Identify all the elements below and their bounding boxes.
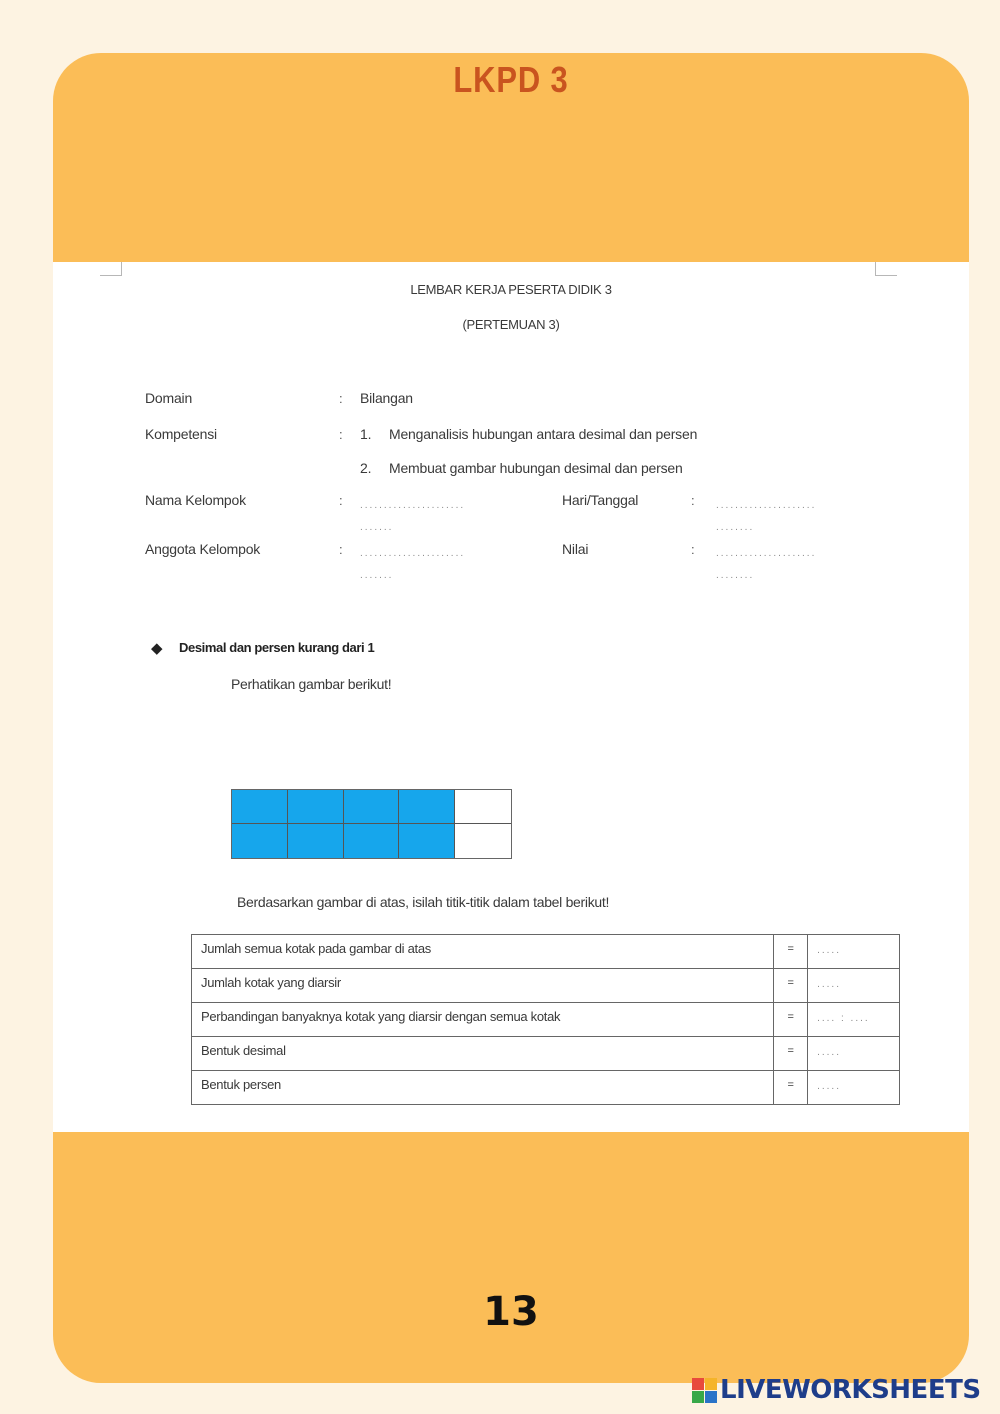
kompetensi-colon: : [339, 427, 343, 442]
document-subheading: (PERTEMUAN 3) [462, 317, 560, 332]
anggota-kelompok-blank[interactable]: ...................... [360, 548, 466, 559]
answer-blank[interactable]: ..... [808, 969, 900, 1003]
equals-cell: = [774, 969, 808, 1003]
shaded-box-grid [231, 789, 512, 859]
anggota-kelompok-blank-cont: ....... [360, 570, 394, 581]
intro-text: Perhatikan gambar berikut! [231, 676, 392, 692]
nama-kelompok-blank[interactable]: ...................... [360, 500, 466, 511]
grid-cell [399, 790, 455, 824]
nama-kelompok-label: Nama Kelompok [145, 492, 246, 508]
answer-blank[interactable]: .... : .... [808, 1003, 900, 1037]
hari-tanggal-colon: : [691, 493, 695, 508]
domain-value: Bilangan [360, 390, 413, 406]
grid-cell [288, 824, 344, 858]
hari-tanggal-blank-cont: ........ [716, 522, 755, 533]
table-row [192, 935, 900, 969]
grid-cell [232, 790, 288, 824]
anggota-kelompok-label: Anggota Kelompok [145, 541, 261, 557]
equals-cell: = [774, 1037, 808, 1071]
nilai-colon: : [691, 542, 695, 557]
nilai-blank-cont: ........ [716, 570, 755, 581]
equals-cell: = [774, 1003, 808, 1037]
liveworksheets-logo-icon [692, 1378, 717, 1403]
nilai-blank[interactable]: ..................... [716, 548, 817, 559]
hari-tanggal-blank[interactable]: ..................... [716, 500, 817, 511]
liveworksheets-brand[interactable] [692, 1374, 981, 1406]
question-cell: Bentuk persen [192, 1071, 774, 1105]
nilai-label: Nilai [562, 541, 589, 557]
table-row [192, 969, 900, 1003]
kompetensi-1-text: Menganalisis hubungan antara desimal dan persen [389, 426, 698, 442]
kompetensi-2-text: Membuat gambar hubungan desimal dan persen [389, 460, 683, 476]
liveworksheets-wordmark: LIVEWORKSHEETS [720, 1375, 981, 1405]
hari-tanggal-label: Hari/Tanggal [562, 492, 639, 508]
grid-cell [455, 824, 511, 858]
anggota-kelompok-colon: : [339, 542, 343, 557]
answer-blank[interactable]: ..... [808, 935, 900, 969]
nama-kelompok-colon: : [339, 493, 343, 508]
question-cell: Jumlah kotak yang diarsir [192, 969, 774, 1003]
instruction-text: Berdasarkan gambar di atas, isilah titik-titik dalam tabel berikut! [237, 894, 610, 910]
kompetensi-label: Kompetensi [145, 426, 217, 442]
answer-blank[interactable]: ..... [808, 1037, 900, 1071]
nama-kelompok-blank-cont: ....... [360, 522, 394, 533]
diamond-bullet-icon: ◆ [151, 640, 163, 657]
answer-table [191, 934, 900, 1105]
answer-blank[interactable]: ..... [808, 1071, 900, 1105]
question-cell: Jumlah semua kotak pada gambar di atas [192, 935, 774, 969]
question-cell: Bentuk desimal [192, 1037, 774, 1071]
worksheet-document [53, 262, 969, 1132]
domain-label: Domain [145, 390, 193, 406]
grid-cell [288, 790, 344, 824]
section-title: Desimal dan persen kurang dari 1 [179, 640, 375, 655]
grid-cell [399, 824, 455, 858]
grid-cell [232, 824, 288, 858]
kompetensi-2-number: 2. [360, 460, 372, 476]
crop-mark-right [875, 262, 897, 276]
table-row [192, 1071, 900, 1105]
grid-cell [344, 824, 400, 858]
table-row [192, 1037, 900, 1071]
worksheet-card [53, 53, 969, 1383]
question-cell: Perbandingan banyaknya kotak yang diarsir dengan semua kotak [192, 1003, 774, 1037]
crop-mark-left [100, 262, 122, 276]
page-title: LKPD 3 [453, 59, 569, 100]
table-row [192, 1003, 900, 1037]
grid-cell [344, 790, 400, 824]
grid-cell [455, 790, 511, 824]
kompetensi-1-number: 1. [360, 426, 372, 442]
page-number: 13 [483, 1289, 539, 1335]
equals-cell: = [774, 1071, 808, 1105]
document-heading: LEMBAR KERJA PESERTA DIDIK 3 [410, 282, 612, 297]
equals-cell: = [774, 935, 808, 969]
domain-colon: : [339, 391, 343, 406]
